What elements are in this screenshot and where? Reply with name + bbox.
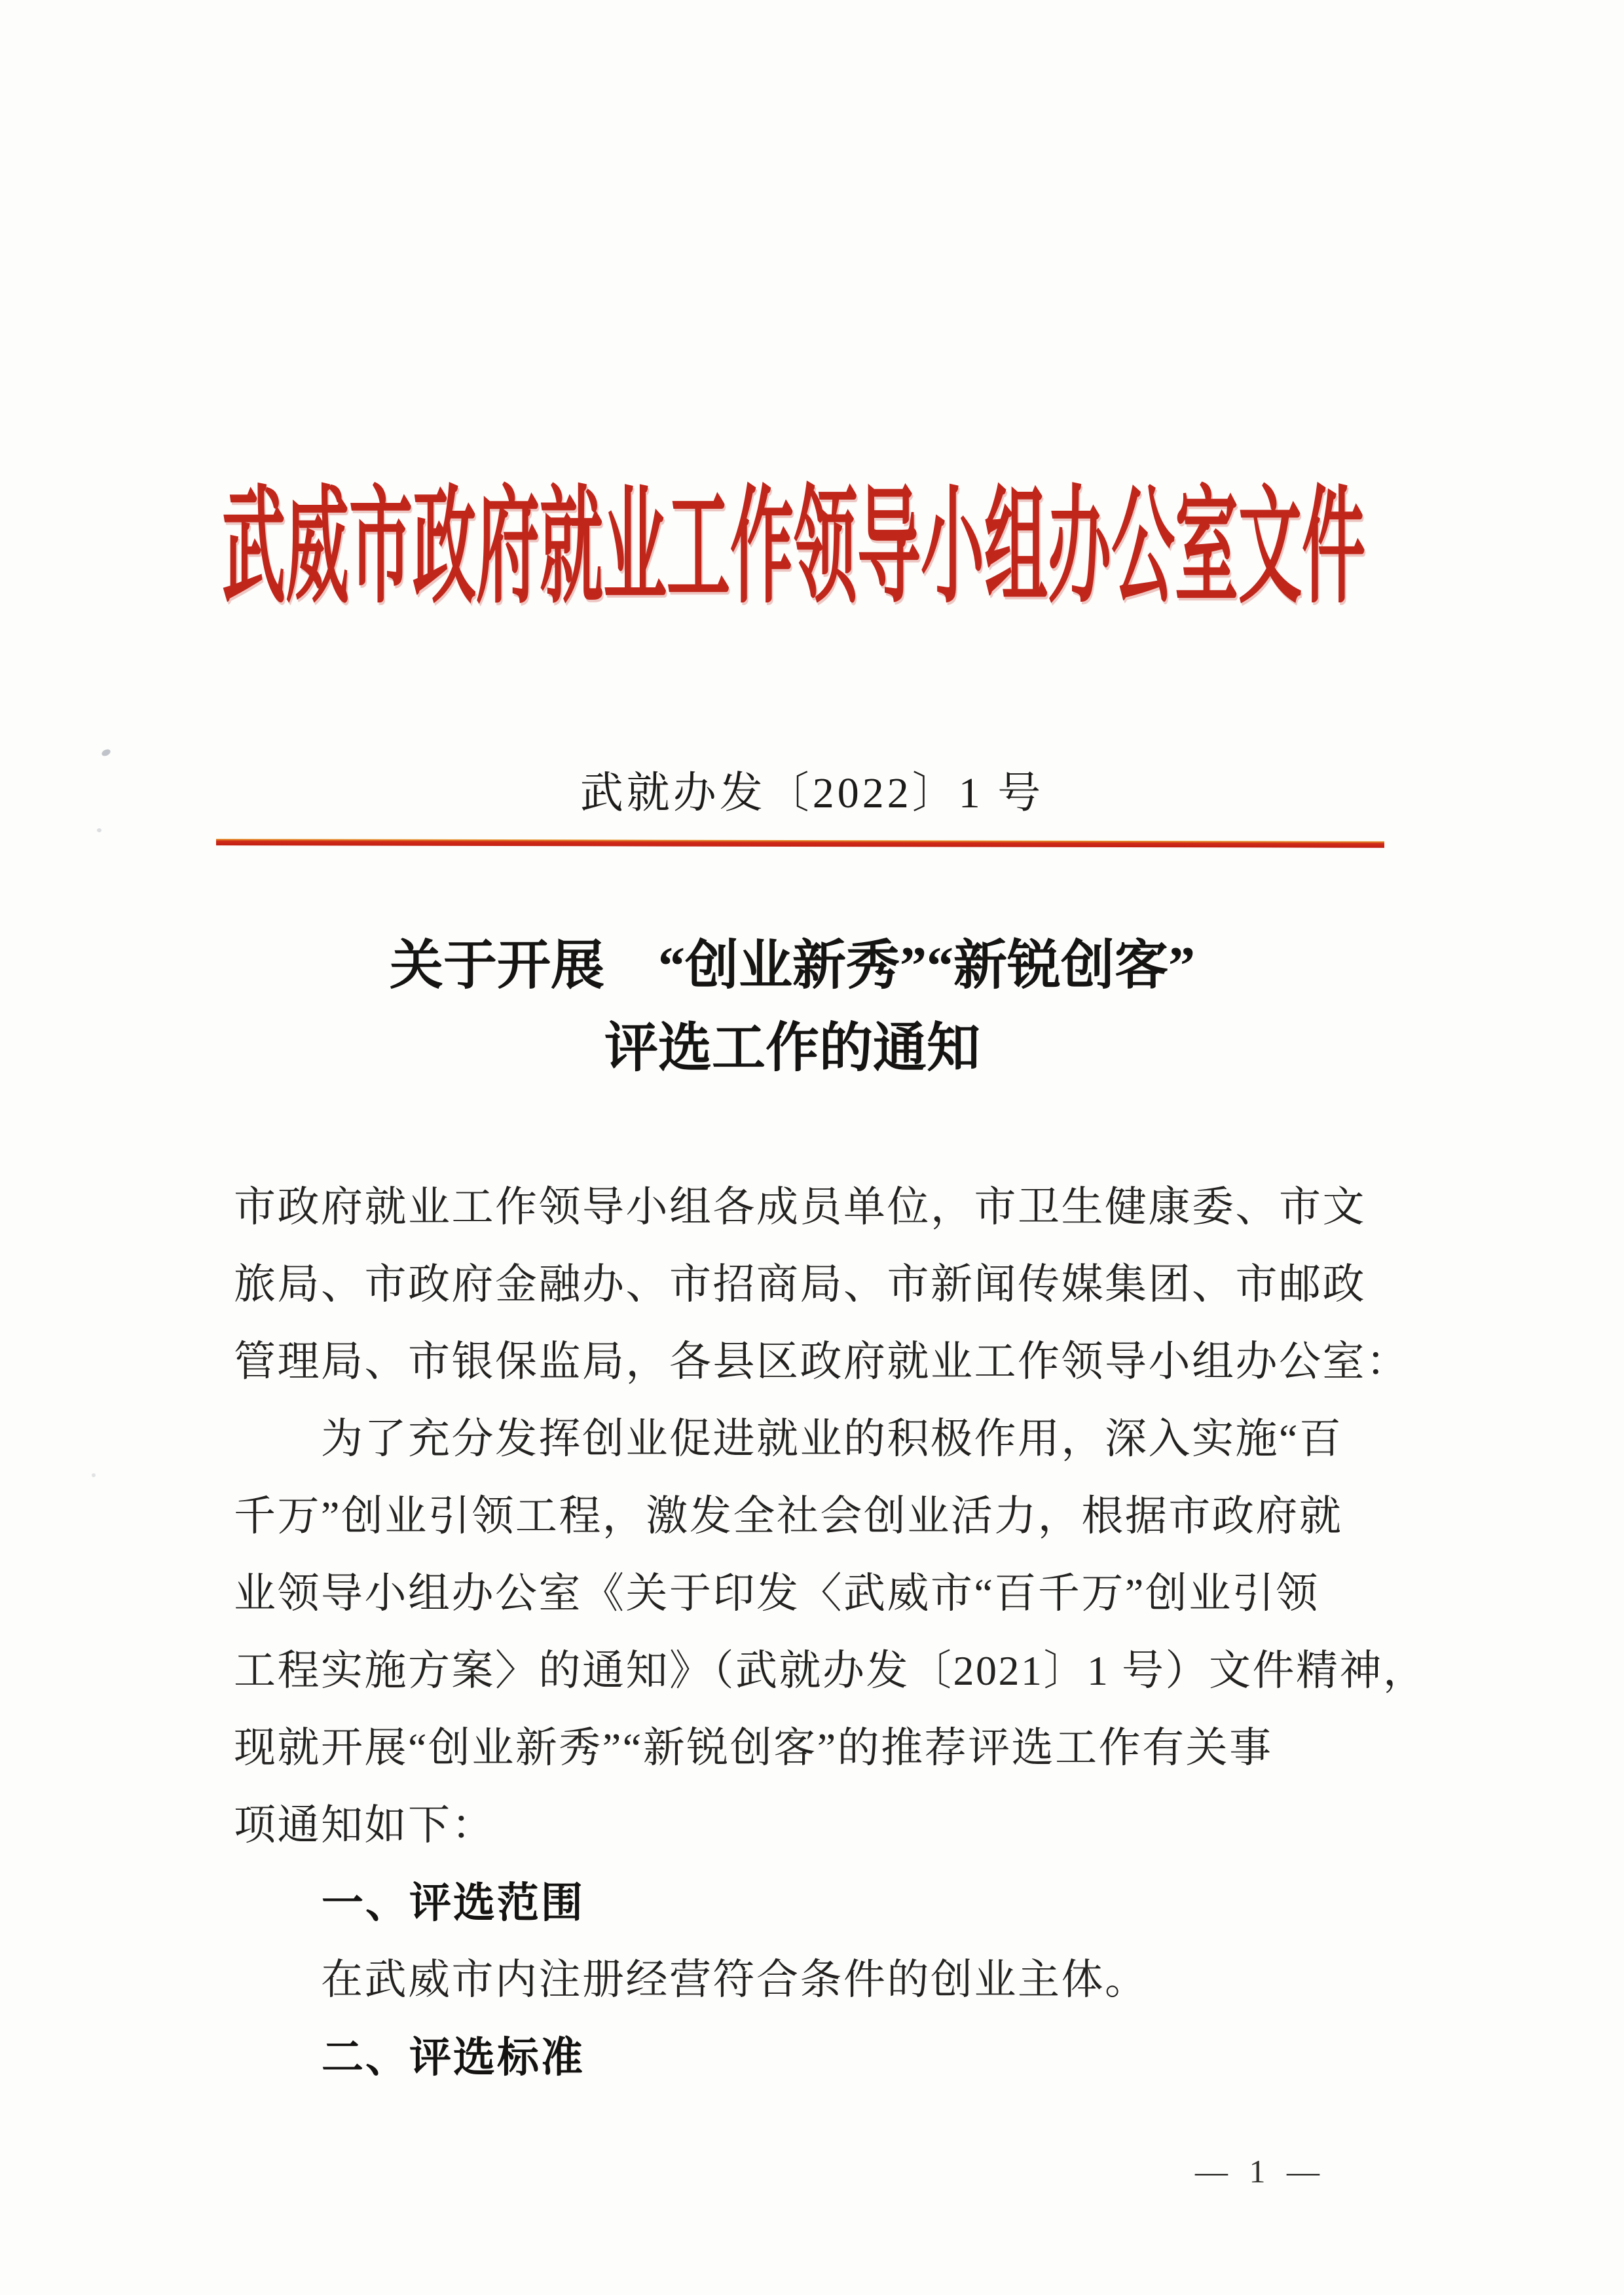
scan-artifact <box>101 748 111 757</box>
red-divider-line <box>216 839 1384 848</box>
body-line: 为了充分发挥创业促进就业的积极作用，深入实施“百 <box>234 1416 1343 1462</box>
section-heading-2: 二、评选标准 <box>234 2034 585 2081</box>
red-letterhead-title: 武威市政府就业工作领导小组办公室文件 <box>222 478 1365 618</box>
document-title-line-2: 评选工作的通知 <box>604 1018 980 1078</box>
body-line: 千万”创业引领工程，激发全社会创业活力，根据市政府就 <box>234 1493 1343 1539</box>
body-line: 市政府就业工作领导小组各成员单位，市卫生健康委、市文 <box>234 1184 1366 1230</box>
document-body <box>234 1169 1427 2096</box>
scan-artifact <box>92 1473 96 1477</box>
section-heading-1: 一、评选范围 <box>234 1879 585 1926</box>
scan-artifact <box>97 828 101 832</box>
body-line: 管理局、市银保监局，各县区政府就业工作领导小组办公室： <box>234 1338 1410 1385</box>
document-number: 武就办发〔2022〕1 号 <box>580 769 1044 817</box>
document-title <box>0 925 1604 1090</box>
document-title-line-1: 关于开展 “创业新秀”“新锐创客” <box>389 936 1195 995</box>
body-line: 现就开展“创业新秀”“新锐创客”的推荐评选工作有关事 <box>234 1725 1273 1771</box>
body-line: 项通知如下： <box>234 1802 495 1848</box>
body-line: 在武威市内注册经营符合条件的创业主体。 <box>234 1956 1149 2003</box>
body-line: 业领导小组办公室《关于印发〈武威市“百千万”创业引领 <box>234 1570 1320 1617</box>
body-line: 旅局、市政府金融办、市招商局、市新闻传媒集团、市邮政 <box>234 1261 1366 1308</box>
body-line: 工程实施方案〉的通知》（武就办发〔2021〕1 号）文件精神， <box>234 1647 1427 1694</box>
page-number: — 1 — <box>1195 2153 1326 2190</box>
